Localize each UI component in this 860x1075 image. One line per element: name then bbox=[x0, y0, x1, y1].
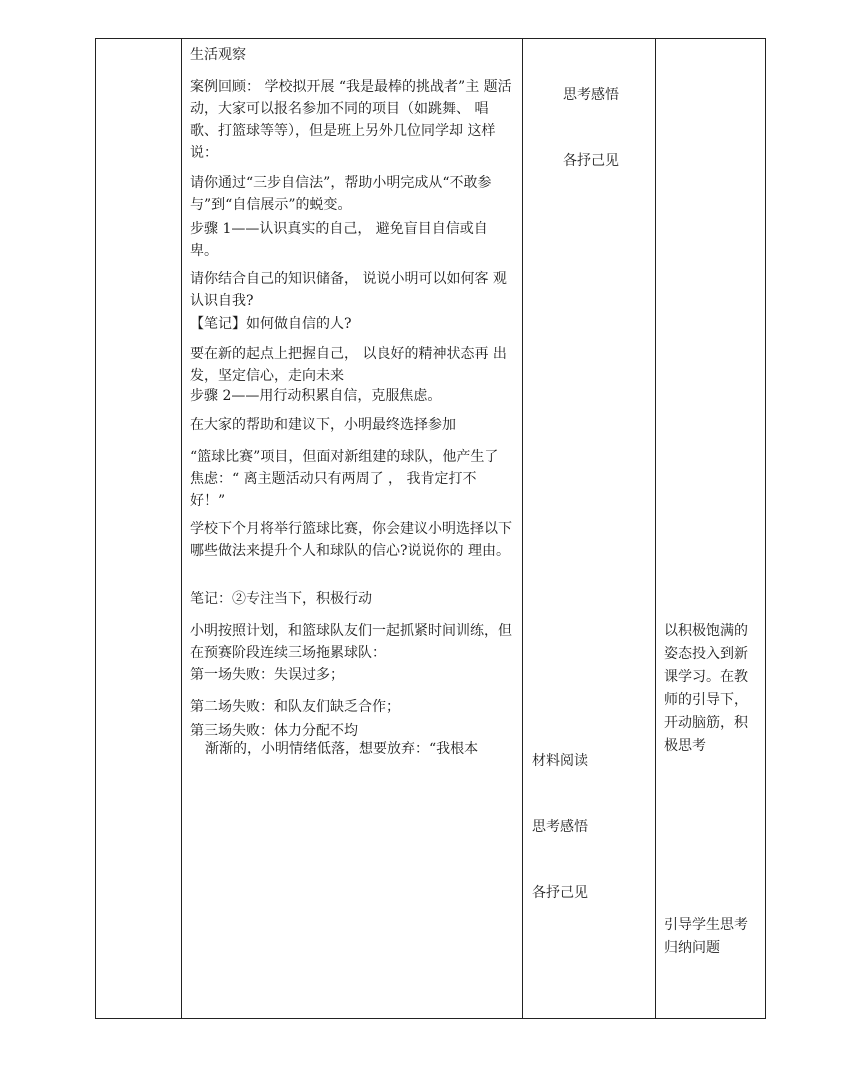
content-paragraph: 学校下个月将举行篮球比赛，你会建议小明选择以下哪些做法来提升个人和球队的信心?说说你的 理由。 bbox=[190, 521, 512, 559]
content-paragraph: 在大家的帮助和建议下，小明最终选择参加 bbox=[190, 417, 456, 433]
content-paragraph: 要在新的起点上把握自己， 以良好的精神状态再 出发，坚定信心，走向未来 bbox=[190, 346, 507, 384]
content-paragraph: 步骤 1——认识真实的自己， 避免盲目自信或自 卑。 bbox=[190, 221, 488, 259]
content-paragraph: 步骤 2——用行动积累自信，克服焦虑。 bbox=[190, 388, 442, 404]
content-paragraph: 请你结合自己的知识储备， 说说小明可以如何客 观认识自我? bbox=[190, 271, 507, 309]
student-activity: 思考感悟 bbox=[563, 87, 619, 103]
column-divider bbox=[655, 38, 656, 1019]
design-intent: 以积极饱满的姿态投入到新课学习。在教师的引导下，开动脑筋，积 极思考 bbox=[664, 623, 748, 754]
section-heading: 生活观察 bbox=[190, 47, 246, 63]
content-paragraph: 第三场失败：体力分配不均 bbox=[190, 723, 358, 739]
column-divider bbox=[522, 38, 523, 1019]
content-paragraph: 渐渐的，小明情绪低落，想要放弃：“我根本 bbox=[205, 741, 479, 757]
content-paragraph: 案例回顾： 学校拟开展 “我是最棒的挑战者”主 题活动，大家可以报名参加不同的项目（如跳舞、 唱歌、打篮球等等），但是班上另外几位同学却 这样说： bbox=[190, 79, 512, 161]
content-paragraph: 请你通过“三步自信法”，帮助小明完成从“不敢参 与”到“自信展示”的蜕变。 bbox=[190, 175, 492, 213]
content-paragraph: 第一场失败：失误过多； bbox=[190, 667, 344, 683]
design-intent: 引导学生思考归纳问题 bbox=[664, 917, 748, 956]
student-activity: 各抒己见 bbox=[563, 153, 619, 169]
student-activity: 各抒己见 bbox=[532, 885, 588, 901]
student-activity: 思考感悟 bbox=[532, 819, 588, 835]
column-divider bbox=[181, 38, 182, 1019]
student-activity: 材料阅读 bbox=[532, 753, 588, 769]
content-paragraph: “篮球比赛”项目，但面对新组建的球队，他产生了 焦虑：“ 离主题活动只有两周了 ， 我肯定打不 好！” bbox=[190, 449, 499, 509]
content-paragraph: 第二场失败：和队友们缺乏合作； bbox=[190, 699, 400, 715]
note-text: 笔记：②专注当下，积极行动 bbox=[190, 591, 372, 607]
note-heading: 【笔记】如何做自信的人? bbox=[190, 316, 352, 332]
content-paragraph: 小明按照计划，和篮球队友们一起抓紧时间训练，但在预赛阶段连续三场拖累球队： bbox=[190, 623, 512, 661]
